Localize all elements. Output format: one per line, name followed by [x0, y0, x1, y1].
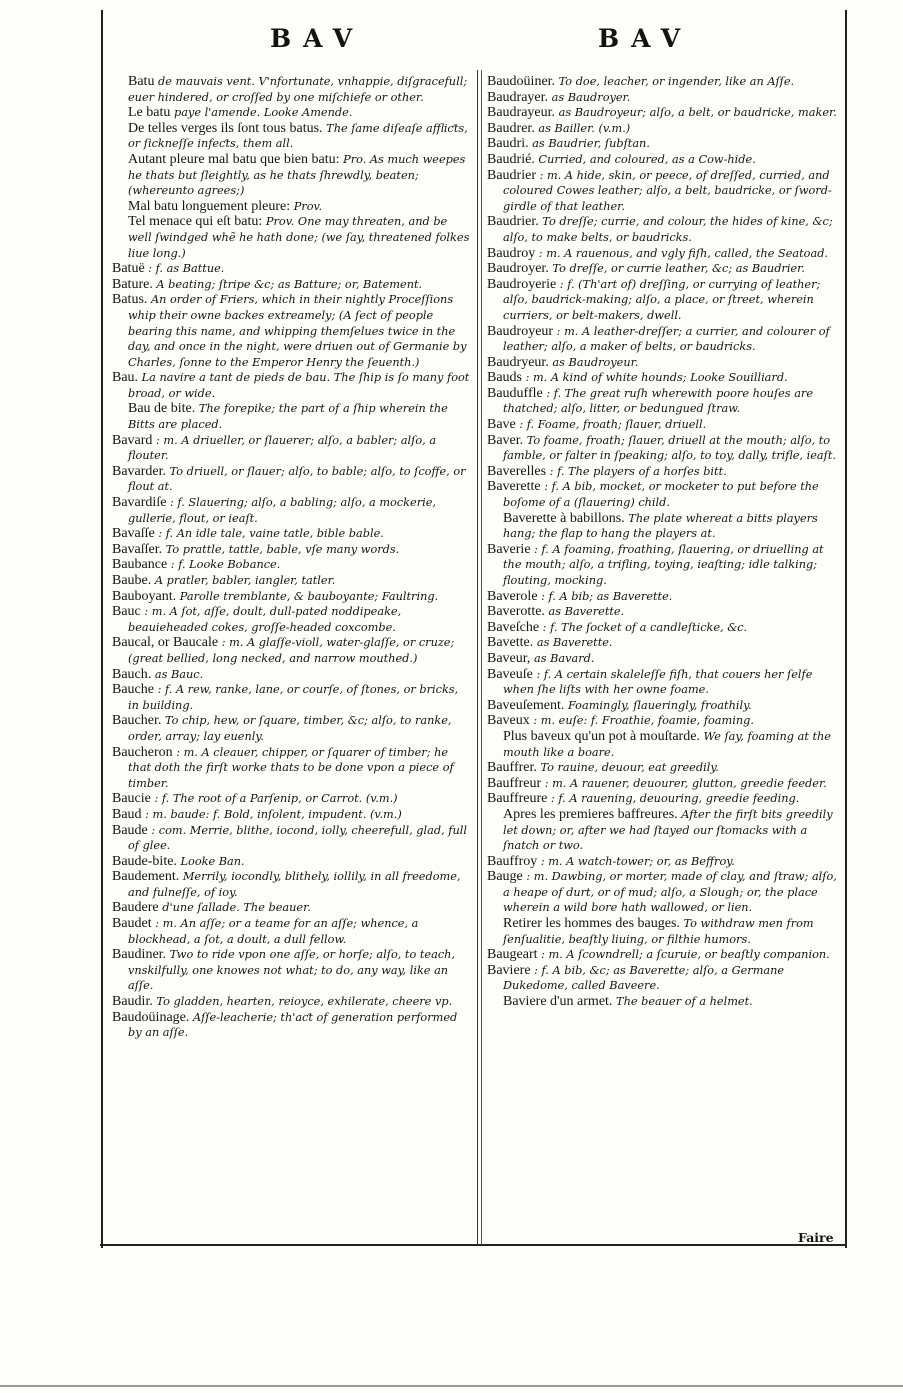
entry-headword: Bau.: [112, 370, 139, 386]
dictionary-entry: [112, 667, 470, 683]
entry-headword: Baudrayeur.: [487, 105, 556, 121]
dictionary-entry: [487, 791, 837, 807]
entry-headword: Baude: [112, 822, 148, 838]
entry-definition: : f. The root of a Parſenip, or Carrot. (v.m.): [150, 792, 398, 806]
entry-headword: Batu: [128, 74, 155, 89]
dictionary-entry: [487, 869, 837, 916]
dictionary-entry: [487, 355, 837, 371]
entry-definition: : m. baude: f. Bold, inſolent, impudent. (v.m.): [141, 807, 402, 821]
entry-definition: as Baudroyeur.: [548, 355, 639, 369]
entry-headword: Tel menace qui eſt batu:: [128, 214, 263, 230]
entry-definition: : m. A rauener, deuourer, glutton, greedie feeder.: [541, 776, 827, 790]
entry-definition: A pratler, babler, iangler, tatler.: [151, 574, 336, 587]
dictionary-entry: [487, 324, 837, 355]
entry-headword: Baudir.: [112, 994, 153, 1010]
dictionary-entry: [487, 386, 837, 417]
entry-headword: Bauffrer.: [487, 760, 537, 776]
dictionary-entry: [112, 682, 470, 713]
entry-headword: Bauche: [112, 682, 154, 698]
dictionary-entry: [487, 994, 837, 1010]
entry-definition: : m. An aſſe; or a teame for an aſſe; whence, a blockhead, a ſot, a doult, a dull fellow.: [128, 917, 419, 946]
entry-headword: Baverette à babillons.: [503, 510, 625, 526]
dictionary-entry: [487, 667, 837, 698]
dictionary-entry: [112, 947, 470, 994]
page-frame-bottom-rule: [100, 1244, 845, 1246]
entry-definition: La navire a tant de pieds de bau. The ſhip is ſo many foot broad, or wide.: [128, 371, 470, 400]
dictionary-entry: [112, 526, 470, 542]
entry-headword: Retirer les hommes des bauges.: [503, 916, 680, 932]
entry-headword: Bauffroy: [487, 853, 538, 869]
dictionary-entry: [487, 152, 837, 168]
entry-definition: The plate whereat a bitts players hang; the flap to hang the players at.: [503, 511, 818, 541]
entry-headword: Apres les premieres baffreures.: [503, 806, 678, 822]
entry-headword: Le batu: [128, 105, 171, 121]
entry-definition: We ſay, foaming at the mouth like a boare.: [503, 729, 831, 759]
entry-definition: : f. as Battue.: [144, 262, 225, 276]
dictionary-entry: [112, 261, 470, 277]
entry-definition: The forepike; the part of a ſhip wherein the Bitts are placed.: [128, 402, 448, 432]
entry-headword: Baver.: [487, 432, 524, 448]
entry-headword: Baveur,: [487, 650, 531, 666]
entry-definition: To dreſſe, or currie leather, &c; as Baudrier.: [548, 262, 805, 276]
entry-definition: : f. The ſocket of a candleſticke, &c.: [539, 620, 748, 634]
dictionary-entry: [112, 292, 470, 370]
dictionary-entry: [112, 916, 470, 947]
entry-headword: Batuë: [112, 261, 145, 277]
entry-definition: : m. A rauenous, and vgly fiſh, called, the Seatoad.: [535, 246, 829, 260]
dictionary-entry: [112, 869, 470, 900]
entry-definition: : f. A certain skaleleſſe fiſh, that couers her ſelfe when ſhe liſts with her owne foame.: [503, 667, 813, 697]
entry-definition: : f. A foaming, froathing, ſlauering, or driuelling at the mouth; alſo, a trifling, toying, ieaſting; idle talking; flouting, mocking.: [503, 542, 824, 587]
dictionary-entry: [112, 854, 470, 870]
entry-definition: : f. A bib; as Baverette.: [537, 589, 673, 603]
dictionary-entry: [487, 246, 837, 262]
entry-definition: A beating; ſtripe &c; as Batture; or, Batement.: [152, 277, 423, 291]
entry-definition: : f. The great ruſh wherewith poore houſes are thatched; alſo, litter, or bedungued ſtraw.: [503, 386, 814, 416]
entry-headword: Bauge: [487, 869, 523, 885]
dictionary-entry: [487, 433, 837, 464]
entry-definition: Aſſe-leacherie; th'aƈt of generation performed by an aſſe.: [128, 1010, 458, 1040]
entry-headword: Baudrayer.: [487, 89, 549, 105]
entry-headword: Bauch.: [112, 666, 152, 682]
entry-definition: de mauvais vent. V'nfortunate, vnhappie, diſgracefull; euer hindered, or croſſed by one miſchiefe or other.: [128, 75, 468, 104]
entry-definition: Curried, and coloured, as a Cow-hide.: [534, 152, 756, 166]
entry-headword: Bauffreur: [487, 775, 542, 791]
entry-headword: Bauduffle: [487, 385, 543, 401]
entry-headword: Baveſche: [487, 619, 540, 635]
entry-headword: Baverette: [487, 479, 541, 495]
catchword: Faire: [798, 1230, 834, 1245]
entry-headword: Baudroyerie: [487, 276, 557, 292]
entry-headword: Mal batu longuement pleure:: [128, 198, 291, 214]
entry-headword: Bauffreure: [487, 791, 548, 807]
dictionary-entry: [112, 635, 470, 666]
entry-definition: as Baudroyeur; alſo, a belt, or baudricke, maker.: [555, 106, 837, 120]
entry-definition: : m. Dawbing, or morter, made of clay, and ſtraw; alſo, a heape of durt, or of mud; alſo, a Slough; or, the place wherein a wild bore hath wallowed, or lien.: [503, 870, 837, 915]
entry-headword: Bature.: [112, 276, 153, 292]
entry-definition: : m. A glaſſe-violl, water-glaſſe, or cruze; (great bellied, long necked, and narrow mouthed.): [128, 636, 455, 665]
dictionary-entry: [112, 1010, 470, 1041]
entry-definition: An order of Friers, which in their nightly Proceſſions whip their owne backes extreamely; (A ſect of people bearing this name, and whipping themſelues twice in the day, and once in the night, were driuen out of Germanie by Charles, ſonne to the Emperor Henry the ſeuenth.): [128, 293, 467, 369]
entry-headword: Baudrié.: [487, 151, 535, 167]
entry-headword: Baverelles: [487, 463, 547, 479]
dictionary-entry: [112, 495, 470, 526]
entry-headword: Baudoüinage.: [112, 1009, 190, 1025]
entry-headword: Baubance: [112, 557, 168, 573]
entry-definition: as Baverette.: [533, 636, 613, 650]
entry-headword: Baube.: [112, 573, 152, 588]
dictionary-entry: [112, 121, 470, 152]
entry-headword: Bauc: [112, 604, 141, 620]
entry-definition: : m. A leather-dreſſer; a currier, and colourer of leather; alſo, a maker of belts, or baudricks.: [503, 324, 830, 354]
entry-definition: as Baverette.: [544, 605, 625, 619]
entry-headword: Bauds: [487, 370, 522, 386]
entry-definition: To foame, froath; ſlauer, driuell at the mouth; alſo, to famble, or falter in ſpeaking; alſo, to toy, dally, trifle, ieaſt.: [503, 433, 836, 463]
dictionary-entry: [487, 620, 837, 636]
entry-headword: De telles verges ils ſont tous batus.: [128, 120, 323, 136]
dictionary-entry: [487, 698, 837, 714]
dictionary-entry: [487, 854, 837, 870]
dictionary-entry: [112, 713, 470, 744]
left-column: [112, 74, 470, 1041]
entry-definition: paye l'amende. Looke Amende.: [170, 106, 353, 120]
entry-definition: : m. A cleauer, chipper, or ſquarer of timber; he that doth the firſt worke thats to be done vpon a piece of timber.: [128, 745, 454, 790]
dictionary-entry: [112, 807, 470, 823]
dictionary-entry: [112, 791, 470, 807]
entry-definition: : f. Foame, froath; ſlauer, driuell.: [515, 418, 707, 432]
entry-headword: Baucie: [112, 791, 151, 807]
entry-definition: as Bailler. (v.m.): [534, 121, 631, 135]
entry-headword: Baudryeur.: [487, 354, 549, 370]
entry-definition: The beauer of a helmet.: [612, 995, 753, 1009]
entry-headword: Bau de bite.: [128, 401, 196, 417]
entry-definition: : com. Merrie, blithe, iocond, iolly, cheerefull, glad, full of glee.: [128, 823, 467, 853]
dictionary-entry: [112, 199, 470, 215]
entry-headword: Baude-bite.: [112, 853, 177, 869]
entry-headword: Baudiner.: [112, 947, 167, 963]
entry-definition: : m. A ſot, aſſe, doult, dull-pated noddipeake, beauieheaded cokes, groſſe-headed coxcombe.: [128, 605, 402, 634]
dictionary-entry: [112, 214, 470, 261]
dictionary-entry: [112, 900, 470, 916]
dictionary-entry: [487, 511, 837, 542]
dictionary-entry: [112, 542, 470, 558]
entry-headword: Bave: [487, 417, 516, 433]
dictionary-entry: [487, 589, 837, 605]
entry-headword: Baveuſe: [487, 666, 533, 682]
dictionary-entry: [112, 105, 470, 121]
dictionary-entry: [112, 823, 470, 854]
dictionary-entry: [487, 635, 837, 651]
dictionary-entry: [487, 807, 837, 854]
entry-headword: Baucheron: [112, 744, 173, 760]
entry-definition: Merrily, iocondly, blithely, iollily, in all freedome, and fulneſſe, of ioy.: [128, 870, 461, 899]
dictionary-entry: [487, 947, 837, 963]
dictionary-entry: [487, 713, 837, 729]
entry-headword: Baudoüiner.: [487, 74, 556, 89]
entry-definition: To gladden, hearten, reioyce, exhilerate, cheere vp.: [152, 995, 453, 1009]
entry-headword: Bavette.: [487, 635, 534, 651]
entry-headword: Baudroy: [487, 245, 536, 261]
dictionary-entry: [487, 74, 837, 90]
dictionary-entry: [487, 121, 837, 137]
dictionary-entry: [487, 776, 837, 792]
entry-definition: The ſame diſeaſe affliƈts, or ſickneſſe infeƈts, them all.: [128, 121, 468, 151]
dictionary-entry: [112, 152, 470, 199]
scan-edge-rule: [0, 1385, 903, 1387]
dictionary-entry: [487, 464, 837, 480]
entry-definition: Pro. As much weepes he thats but ſleightly, as he thats ſhrewdly, beaten; (whereunto agrees;): [128, 152, 466, 198]
entry-definition: as Bavard.: [530, 651, 595, 665]
dictionary-entry: [487, 105, 837, 121]
entry-definition: : f. (Th'art of) dreſſing, or currying of leather; alſo, baudrick-making; alſo, a place, or ſtreet, wherein curriers, or belt-makers, dwell.: [503, 277, 821, 322]
dictionary-entry: [112, 573, 470, 589]
entry-definition: Two to ride vpon one aſſe, or horſe; alſo, to teach, vnskilfully, one knowes not what; to do, any way, like an aſſe.: [128, 948, 456, 993]
entry-headword: Baverie: [487, 541, 531, 557]
entry-definition: : m. A driueller, or ſlauerer; alſo, a babler; alſo, a flouter.: [128, 433, 437, 463]
entry-definition: as Baudrier, ſubſtan.: [528, 137, 650, 151]
dictionary-entry: [487, 417, 837, 433]
entry-definition: : f. A bib, &c; as Baverette; alſo, a Germane Dukedome, called Baveere.: [503, 963, 785, 993]
entry-definition: Parolle tremblante, & bauboyante; Faultring.: [176, 589, 439, 603]
entry-headword: Baucal, or Baucale: [112, 635, 219, 651]
dictionary-entry: [487, 916, 837, 947]
dictionary-entry: [487, 963, 837, 994]
entry-definition: : m. A kind of white hounds; Looke Souilliard.: [522, 371, 788, 385]
entry-headword: Baudrer.: [487, 120, 535, 136]
entry-definition: To withdraw men from ſenſualitie, beaſtly liuing, or filthie humors.: [503, 917, 814, 946]
entry-definition: To driuell, or ſlauer; alſo, to bable; alſo, to ſcoffe, or flout at.: [128, 464, 466, 494]
entry-headword: Baverotte.: [487, 604, 545, 620]
entry-definition: To chip, hew, or ſquare, timber, &c; alſo, to ranke, order, array; lay euenly.: [128, 714, 452, 743]
dictionary-entry: [487, 168, 837, 215]
entry-definition: : m. A watch-tower; or, as Beffroy.: [537, 854, 735, 868]
entry-definition: To prattle, tattle, bable, vſe many words.: [162, 542, 400, 556]
entry-definition: : f. An idle tale, vaine tatle, bible bable.: [154, 527, 384, 541]
entry-headword: Baudroyeur: [487, 323, 554, 339]
dictionary-entry: [112, 433, 470, 464]
entry-definition: : f. A rew, ranke, lane, or courſe, of ſtones, or bricks, in building.: [128, 683, 459, 712]
entry-headword: Baveuſement.: [487, 697, 565, 713]
dictionary-entry: [112, 557, 470, 573]
dictionary-entry: [487, 651, 837, 667]
entry-definition: To doe, leacher, or ingender, like an Aſſe.: [555, 75, 795, 88]
dictionary-entry: [487, 370, 837, 386]
entry-headword: Baugeart: [487, 947, 538, 963]
entry-headword: Baucher.: [112, 713, 162, 729]
entry-definition: : m. euſe: f. Froathie, foamie, foaming.: [529, 714, 754, 728]
dictionary-entry: [112, 401, 470, 432]
dictionary-entry: [112, 604, 470, 635]
entry-headword: Bavaſſer.: [112, 541, 163, 557]
right-column: [487, 74, 837, 1010]
entry-headword: Baudet: [112, 916, 152, 932]
entry-definition: as Baudroyer.: [548, 90, 631, 104]
dictionary-entry: [112, 464, 470, 495]
entry-headword: Baudrier.: [487, 214, 539, 230]
entry-headword: Baveux: [487, 713, 530, 729]
entry-definition: Looke Ban.: [176, 854, 245, 868]
running-head-right: BAV: [598, 24, 693, 53]
entry-headword: Bavardiſe: [112, 495, 167, 511]
entry-definition: : m. A ſcowndrell; a ſcuruie, or beaſtly companion.: [537, 948, 830, 962]
dictionary-entry: [112, 589, 470, 605]
dictionary-entry: [112, 74, 470, 105]
entry-headword: Batus.: [112, 292, 148, 308]
entry-definition: To rauine, deuour, eat greedily.: [536, 761, 719, 775]
entry-definition: To dreſſe; currie, and colour, the hides of kine, &c; alſo, to make belts, or baudricks.: [503, 215, 833, 244]
entry-definition: as Bauc.: [151, 667, 204, 681]
entry-definition: : f. The players of a horſes bitt.: [546, 464, 727, 478]
entry-definition: Prov.: [290, 199, 323, 213]
dictionary-entry: [487, 542, 837, 589]
entry-headword: Bavaſſe: [112, 526, 155, 542]
entry-definition: Foamingly, ſlaueringly, froathily.: [564, 698, 752, 712]
dictionary-entry: [487, 479, 837, 510]
dictionary-entry: [487, 277, 837, 324]
entry-definition: : f. A rauening, deuouring, greedie feeding.: [547, 792, 800, 806]
entry-headword: Baud: [112, 806, 142, 822]
dictionary-entry: [487, 90, 837, 106]
column-divider: [477, 70, 478, 1245]
entry-headword: Bavard: [112, 432, 153, 448]
dictionary-entry: [487, 729, 837, 760]
entry-headword: Autant pleure mal batu que bien batu:: [128, 151, 340, 167]
column-divider-inner: [481, 70, 482, 1245]
entry-headword: Baudri.: [487, 136, 529, 152]
dictionary-entry: [112, 370, 470, 401]
entry-headword: Baudement.: [112, 869, 180, 885]
entry-headword: Baviere d'un armet.: [503, 994, 613, 1010]
entry-headword: Baudere: [112, 900, 159, 916]
dictionary-entry: [112, 994, 470, 1010]
dictionary-entry: [487, 261, 837, 277]
entry-headword: Baudroyer.: [487, 261, 549, 277]
entry-definition: : f. Slauering; alſo, a babling; alſo, a mockerie, gullerie, flout, or ieaſt.: [128, 496, 437, 525]
dictionary-entry: [112, 277, 470, 293]
entry-definition: Prov. One may threaten, and be well ſwindged whẽ he hath done; (we ſay, threatened folkes liue long.): [128, 215, 470, 260]
entry-definition: d'une ſallade. The beauer.: [158, 901, 311, 915]
running-head-left: BAV: [270, 24, 365, 53]
entry-headword: Baverole: [487, 588, 538, 604]
entry-headword: Bauboyant.: [112, 588, 177, 604]
dictionary-entry: [487, 214, 837, 245]
dictionary-entry: [487, 760, 837, 776]
entry-definition: : f. A bib, mocket, or mocketer to put before the boſome of a (ſlauering) child.: [503, 480, 819, 510]
entry-definition: : f. Looke Bobance.: [167, 558, 281, 572]
entry-headword: Bavarder.: [112, 463, 167, 479]
dictionary-entry: [112, 745, 470, 792]
dictionary-entry: [487, 136, 837, 152]
entry-definition: After the firſt bits greedily let down; or, after we had ſtayed our ſtomacks with a ſnatch or two.: [503, 807, 833, 853]
entry-headword: Baudrier: [487, 167, 536, 183]
entry-headword: Baviere: [487, 962, 531, 978]
dictionary-entry: [487, 604, 837, 620]
entry-definition: : m. A hide, skin, or peece, of dreſſed, curried, and coloured Cowes leather; alſo, a belt, baudricke, or ſword-girdle of that leather.: [503, 168, 832, 213]
entry-headword: Plus baveux qu'un pot à mouſtarde.: [503, 728, 700, 744]
